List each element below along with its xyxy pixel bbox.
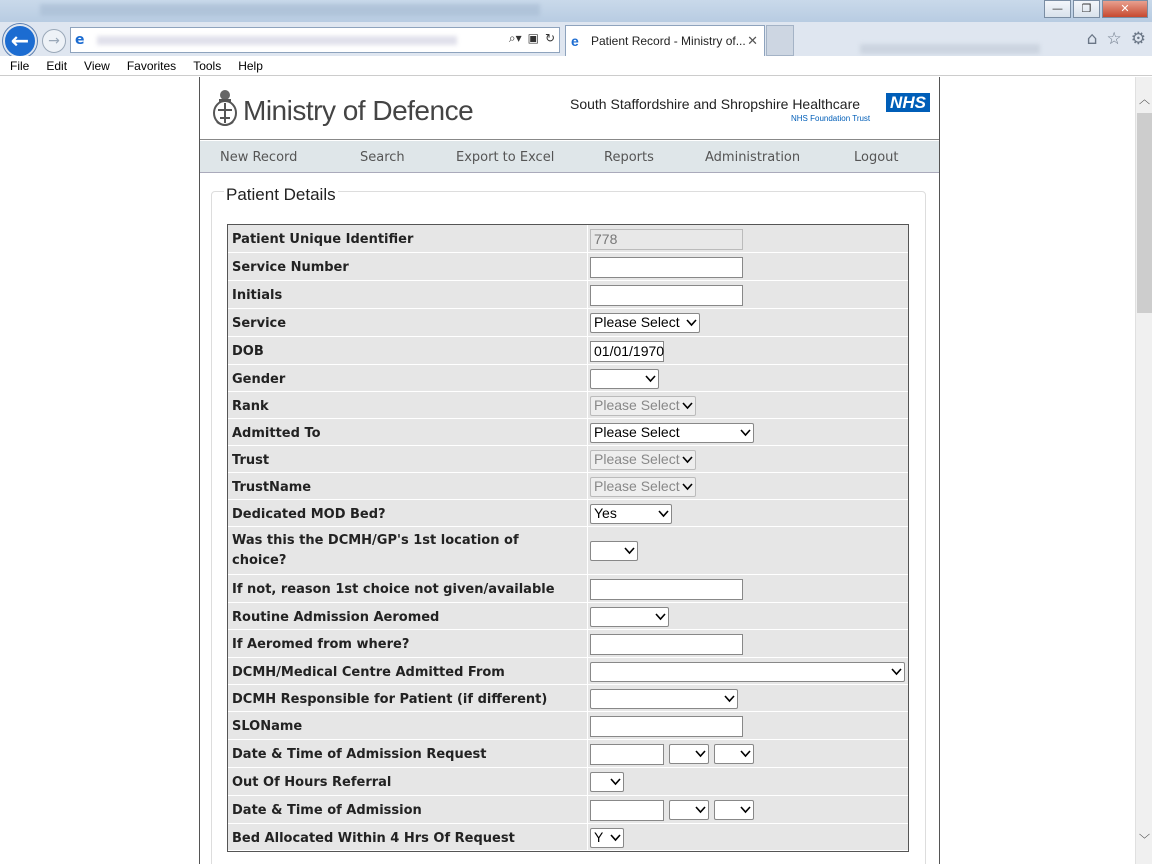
- field-label: Bed Allocated Within 4 Hrs Of Request: [232, 831, 515, 846]
- form-row: [228, 740, 908, 768]
- browser-navbar: [0, 22, 1152, 56]
- address-url-blurred: [97, 36, 457, 45]
- form-row: [228, 796, 908, 824]
- routine-admission-aeromed-select[interactable]: [590, 607, 669, 627]
- chevron-down-icon: [740, 748, 750, 758]
- service-number-input[interactable]: [590, 257, 743, 278]
- patient-details-legend: Patient Details: [226, 185, 336, 204]
- mod-crest-icon: [211, 88, 239, 128]
- form-row: [228, 473, 908, 500]
- cell-divider: [587, 740, 588, 767]
- tab-title: Patient Record - Ministry of...: [591, 34, 746, 48]
- chevron-down-icon: [695, 748, 705, 758]
- nav-search[interactable]: Search: [360, 150, 405, 165]
- cell-divider: [587, 365, 588, 391]
- restore-button[interactable]: ❐: [1073, 0, 1100, 18]
- address-bar[interactable]: [70, 27, 560, 53]
- vertical-scrollbar[interactable]: [1135, 77, 1152, 864]
- favorites-star-icon[interactable]: ☆: [1106, 29, 1122, 49]
- app-header: [200, 77, 939, 140]
- field-value: Please Select: [594, 424, 680, 440]
- date-time-of-admission-date-input[interactable]: [590, 800, 664, 821]
- minimize-button[interactable]: —: [1044, 0, 1071, 18]
- field-label: Trust: [232, 453, 270, 468]
- cell-divider: [587, 419, 588, 445]
- gender-select[interactable]: [590, 369, 659, 389]
- home-icon[interactable]: ⌂: [1086, 29, 1098, 49]
- field-label: Admitted To: [232, 426, 321, 441]
- nav-reports[interactable]: Reports: [604, 150, 654, 165]
- scroll-up-icon[interactable]: ︿: [1139, 93, 1150, 106]
- window-title-blurred: [40, 4, 540, 16]
- initials-input[interactable]: [590, 285, 743, 306]
- if-aeromed-from-where-input[interactable]: [590, 634, 743, 655]
- field-label: DCMH Responsible for Patient (if different): [232, 692, 548, 707]
- field-label: Rank: [232, 399, 269, 414]
- tab-close-icon[interactable]: ✕: [747, 33, 758, 48]
- date-time-of-admission-request-hour-select[interactable]: [669, 744, 709, 764]
- form-row: [228, 225, 908, 253]
- field-label: SLOName: [232, 719, 303, 734]
- chevron-down-icon: [610, 776, 620, 786]
- field-value: Please Select: [594, 314, 680, 330]
- nav-logout[interactable]: Logout: [854, 150, 899, 165]
- chevron-down-icon: [724, 693, 734, 703]
- if-not-reason-1st-choice-not-given-available-input[interactable]: [590, 579, 743, 600]
- cell-divider: [587, 685, 588, 711]
- page-content: [0, 77, 1135, 864]
- cell-divider: [587, 446, 588, 472]
- settings-gear-icon[interactable]: ⚙: [1130, 29, 1146, 49]
- chevron-down-icon: [740, 804, 750, 814]
- form-row: [228, 446, 908, 473]
- form-row: [228, 575, 908, 603]
- field-label: If Aeromed from where?: [232, 637, 410, 652]
- bed-allocated-within-4-hrs-of-request-select[interactable]: [590, 828, 624, 848]
- mod-title: Ministry of Defence: [243, 95, 474, 126]
- patient-unique-identifier-input[interactable]: [590, 229, 743, 250]
- cell-divider: [587, 500, 588, 526]
- cell-divider: [587, 309, 588, 336]
- form-row: [228, 630, 908, 658]
- title-bar: [0, 0, 1152, 22]
- chevron-down-icon: [624, 545, 634, 555]
- search-icon[interactable]: ⌕▾: [508, 31, 522, 45]
- form-row: [228, 281, 908, 309]
- cell-divider: [587, 630, 588, 657]
- cell-divider: [587, 575, 588, 602]
- chevron-down-icon: [682, 481, 692, 491]
- date-time-of-admission-request-date-input[interactable]: [590, 744, 664, 765]
- field-label: Service Number: [232, 260, 349, 275]
- field-label: DOB: [232, 344, 264, 359]
- cell-divider: [587, 658, 588, 684]
- dcmh-medical-centre-admitted-from-select[interactable]: [590, 662, 905, 682]
- chevron-down-icon: [686, 317, 696, 327]
- new-tab-button[interactable]: [766, 25, 794, 56]
- form-row: [228, 337, 908, 365]
- cell-divider: [587, 603, 588, 629]
- sloname-input[interactable]: [590, 716, 743, 737]
- field-label: If not, reason 1st choice not given/available: [232, 582, 555, 597]
- form-row: [228, 365, 908, 392]
- was-this-the-dcmh-gp-s-1st-location-of-choice-select[interactable]: [590, 541, 638, 561]
- field-label: Gender: [232, 372, 286, 387]
- menu-help[interactable]: Help: [238, 59, 263, 73]
- close-button[interactable]: ✕: [1102, 0, 1148, 18]
- form-row: [228, 419, 908, 446]
- field-label: Service: [232, 316, 287, 331]
- chevron-down-icon: [891, 666, 901, 676]
- field-value: Y: [594, 829, 604, 845]
- field-value: Please Select: [594, 451, 680, 467]
- field-label: Routine Admission Aeromed: [232, 610, 440, 625]
- form-row: [228, 658, 908, 685]
- cell-divider: [587, 712, 588, 739]
- compat-view-icon[interactable]: ▣: [527, 31, 539, 45]
- field-label: Date & Time of Admission Request: [232, 747, 487, 762]
- form-row: [228, 685, 908, 712]
- menu-tools[interactable]: Tools: [193, 59, 222, 73]
- rank-select[interactable]: [590, 396, 696, 416]
- nhs-foundation-text: NHS Foundation Trust: [791, 114, 871, 123]
- cell-divider: [587, 527, 588, 574]
- nav-export-excel[interactable]: Export to Excel: [456, 150, 555, 165]
- cell-divider: [587, 768, 588, 795]
- cell-divider: [587, 824, 588, 850]
- field-label: DCMH/Medical Centre Admitted From: [232, 665, 505, 680]
- chevron-down-icon: [682, 400, 692, 410]
- field-label: Date & Time of Admission: [232, 803, 422, 818]
- chevron-down-icon: [645, 373, 655, 383]
- cell-divider: [587, 225, 588, 252]
- admitted-to-select[interactable]: [590, 423, 754, 443]
- browser-chrome: [0, 0, 1152, 76]
- nav-administration[interactable]: Administration: [705, 150, 801, 165]
- form-row: [228, 712, 908, 740]
- chevron-down-icon: [610, 832, 620, 842]
- ie-page-icon: e: [75, 32, 85, 48]
- service-select[interactable]: [590, 313, 700, 333]
- field-value: 01/01/1970: [594, 343, 665, 359]
- field-label: TrustName: [232, 480, 312, 495]
- trust-name: South Staffordshire and Shropshire Healthcare: [570, 96, 861, 112]
- window-controls: [1042, 0, 1148, 18]
- cell-divider: [587, 281, 588, 308]
- favorites-bar-blurred: [860, 44, 1040, 54]
- field-label: Initials: [232, 288, 283, 303]
- back-button[interactable]: ←: [3, 24, 37, 58]
- form-row: [228, 500, 908, 527]
- form-row: [228, 603, 908, 630]
- form-row: [228, 309, 908, 337]
- form-row: [228, 824, 908, 851]
- date-time-of-admission-request-minute-select[interactable]: [714, 744, 754, 764]
- dedicated-mod-bed-select[interactable]: [590, 504, 672, 524]
- field-value: Please Select: [594, 478, 680, 494]
- menu-view[interactable]: View: [84, 59, 110, 73]
- nhs-logo: NHS: [886, 93, 930, 112]
- menu-edit[interactable]: Edit: [46, 59, 68, 73]
- trust-select[interactable]: [590, 450, 696, 470]
- chevron-down-icon: [740, 427, 750, 437]
- field-value: Yes: [594, 505, 617, 521]
- ie-tab-icon: e: [571, 33, 579, 49]
- form-row: [228, 253, 908, 281]
- form-row: [228, 768, 908, 796]
- field-value: Please Select: [594, 397, 680, 413]
- form-row: [228, 392, 908, 419]
- form-row: [228, 527, 908, 575]
- scroll-thumb[interactable]: [1137, 113, 1152, 313]
- trustname-select[interactable]: [590, 477, 696, 497]
- field-value: 778: [594, 231, 618, 247]
- field-label: Patient Unique Identifier: [232, 232, 414, 247]
- patient-form: [227, 224, 909, 852]
- cell-divider: [587, 796, 588, 823]
- chevron-down-icon: [658, 508, 668, 518]
- main-nav: [200, 141, 939, 173]
- out-of-hours-referral-select[interactable]: [590, 772, 624, 792]
- chevron-down-icon: [682, 454, 692, 464]
- cell-divider: [587, 473, 588, 499]
- nav-new-record[interactable]: New Record: [220, 150, 298, 165]
- forward-button[interactable]: →: [42, 29, 66, 53]
- cell-divider: [587, 392, 588, 418]
- refresh-icon[interactable]: ↻: [544, 31, 555, 45]
- date-time-of-admission-hour-select[interactable]: [669, 800, 709, 820]
- field-label: Dedicated MOD Bed?: [232, 507, 386, 522]
- menu-favorites[interactable]: Favorites: [126, 59, 177, 73]
- cell-divider: [587, 253, 588, 280]
- date-time-of-admission-minute-select[interactable]: [714, 800, 754, 820]
- chevron-down-icon: [695, 804, 705, 814]
- scroll-down-icon[interactable]: ﹀: [1139, 833, 1150, 846]
- chevron-down-icon: [655, 611, 665, 621]
- cell-divider: [587, 337, 588, 364]
- browser-tab[interactable]: [565, 25, 765, 56]
- menu-file[interactable]: File: [10, 59, 30, 73]
- field-label: Out Of Hours Referral: [232, 775, 392, 790]
- menu-bar: [0, 56, 1152, 76]
- dcmh-responsible-for-patient-if-different-select[interactable]: [590, 689, 738, 709]
- field-label: Was this the DCMH/GP's 1st location of choice?: [232, 533, 519, 568]
- dob-input[interactable]: [590, 341, 664, 362]
